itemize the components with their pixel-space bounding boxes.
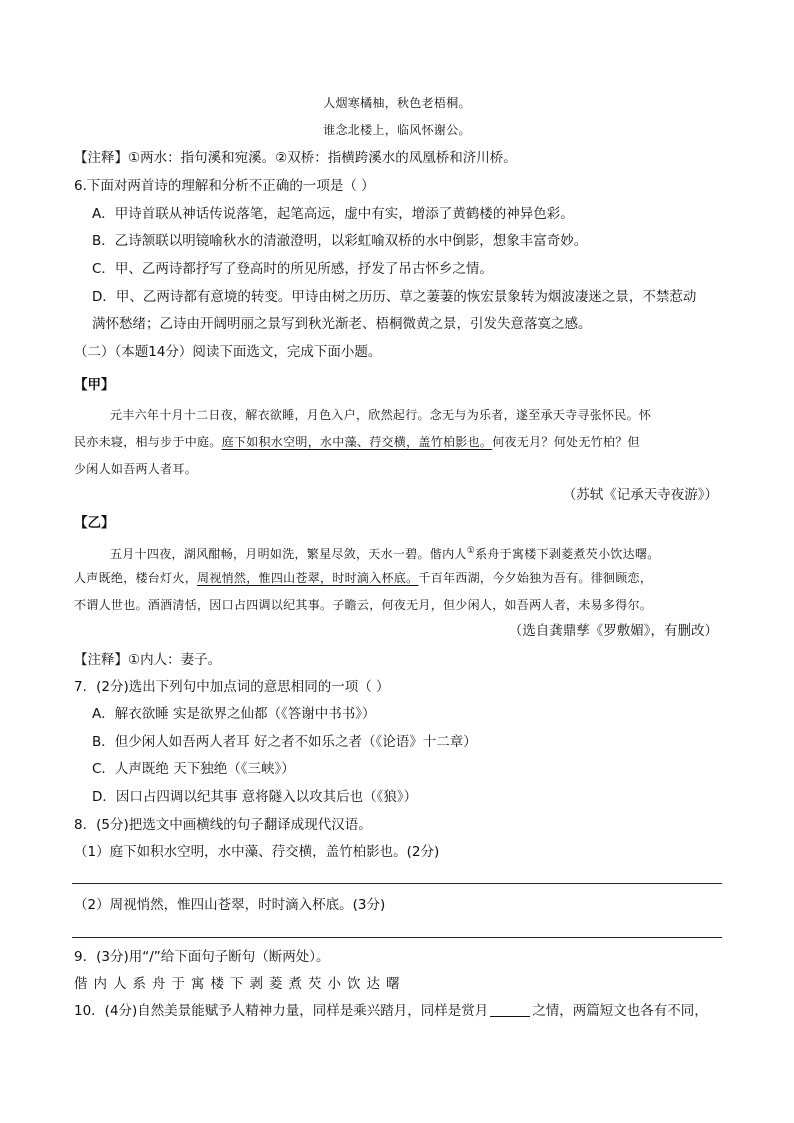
passage-jia-text: 何夜无月？何处无竹柏？但	[492, 435, 640, 449]
poem-line-1: 人烟寒橘柚，秋色老梧桐。	[323, 96, 471, 110]
passage-yi-source: （选自龚鼎孳《罗敷媚》，有删改）	[508, 623, 718, 639]
passage-jia-label: 【甲】	[74, 377, 115, 393]
annotation-note-1: 【注释】①两水：指句溪和宛溪。②双桥：指横跨溪水的凤凰桥和济川桥。	[74, 150, 517, 166]
passage-yi-line-1	[110, 541, 660, 564]
annotation-note-2: 【注释】①内人：妻子。	[74, 652, 222, 668]
underlined-sentence-1: 庭下如积水空明，水中藻、荇交横，盖竹柏影也。	[221, 435, 493, 449]
passage-yi-text: 人声既绝，楼台灯火，	[74, 571, 198, 585]
poem-line-2: 谁念北楼上，临风怀谢公。	[323, 123, 471, 137]
question-7-option-d: D．因口占四调以纪其事 意将隧入以攻其后也（《狼》）	[92, 789, 418, 805]
passage-yi-line-3: 不谓人世也。酒酒清恬，因口占四调以纪其事。子瞻云，何夜无月，但少闲人，如吾两人者，未易多得尔。	[74, 598, 653, 612]
passage-jia-text: 民亦未寝，相与步于中庭。	[74, 435, 222, 449]
question-6-option-b: B．乙诗颔联以明镜喻秋水的清澈澄明，以彩虹喻双桥的水中倒影，想象丰富奇妙。	[92, 233, 588, 249]
question-6-option-c: C．甲、乙两诗都抒写了登高时的所见所感，抒发了吊古怀乡之情。	[92, 261, 493, 277]
footnote-marker: ①	[466, 546, 476, 556]
passage-yi-line-2	[74, 568, 652, 588]
fill-in-blank[interactable]	[490, 1002, 530, 1017]
question-8-sub-2: （2）周视悄然，惟四山苍翠，时时滴入杯底。(3分)	[74, 897, 386, 913]
question-6-option-d: D．甲、乙两诗都有意境的转变。甲诗由树之历历、草之萋萋的恢宏景象转为烟波凄迷之景，不禁惹动	[92, 289, 697, 305]
passage-yi-text: 系舟于寓楼下剥菱煮芡小饮达曙。	[475, 547, 660, 561]
section-2-heading: （二）（本题14分）阅读下面选文，完成下面小题。	[74, 344, 382, 360]
question-8-stem: 8．(5分)把选文中画横线的句子翻译成现代汉语。	[74, 817, 372, 833]
question-7-stem: 7．(2分)选出下列句中加点词的意思相同的一项（ ）	[74, 679, 390, 695]
question-9-stem: 9．(3分)用“/”给下面句子断句（断两处）。	[74, 949, 330, 965]
question-7-option-a: A．解衣欲睡 实是欲界之仙都（《答谢中书书》）	[92, 706, 376, 722]
question-9-sentence: 偕内人系舟于寓楼下剥菱煮芡小饮达曙	[74, 976, 406, 992]
question-8-sub-1: （1）庭下如积水空明，水中藻、荇交横，盖竹柏影也。(2分)	[74, 844, 440, 860]
question-10-stem	[74, 1001, 708, 1021]
passage-jia-source: （苏轼《记承天寺夜游》）	[562, 487, 718, 503]
answer-line-1[interactable]	[72, 883, 722, 884]
question-10-text: 之情，两篇短文也各有不同，	[532, 1003, 708, 1019]
passage-jia-line-3: 少闲人如吾两人者耳。	[74, 462, 198, 476]
answer-line-2[interactable]	[72, 937, 722, 938]
question-6-option-d-cont: 满怀愁绪；乙诗由开阔明丽之景写到秋光渐老、梧桐微黄之景，引发失意落寞之感。	[92, 316, 592, 332]
question-7-option-b: B．但少闲人如吾两人者耳 好之者不如乐之者（《论语》十二章）	[92, 734, 477, 750]
question-7-option-c: C．人声既绝 天下独绝（《三峡》）	[92, 761, 295, 777]
passage-yi-text: 五月十四夜，湖风酣畅，月明如洗，繁星尽敛，天水一碧。偕内人	[110, 547, 467, 561]
passage-jia-line-2	[74, 432, 640, 452]
question-6-option-a: A．甲诗首联从神话传说落笔，起笔高远，虚中有实，增添了黄鹤楼的神异色彩。	[92, 206, 574, 222]
question-10-text: 10．(4分)自然美景能赋予人精神力量，同样是乘兴踏月，同样是赏月	[74, 1003, 489, 1019]
question-6-stem: 6.下面对两首诗的理解和分析不正确的一项是（ ）	[74, 178, 375, 194]
passage-jia-line-1: 元丰六年十月十二日夜，解衣欲睡，月色入户，欣然起行。念无与为乐者，遂至承天寺寻张怀民。怀	[110, 408, 652, 422]
underlined-sentence-2: 周视悄然，惟四山苍翠，时时滴入杯底。	[197, 571, 419, 585]
passage-yi-label: 【乙】	[74, 515, 115, 531]
passage-yi-text: 千百年西湖，今夕始独为吾有。徘徊顾恋，	[418, 571, 653, 585]
